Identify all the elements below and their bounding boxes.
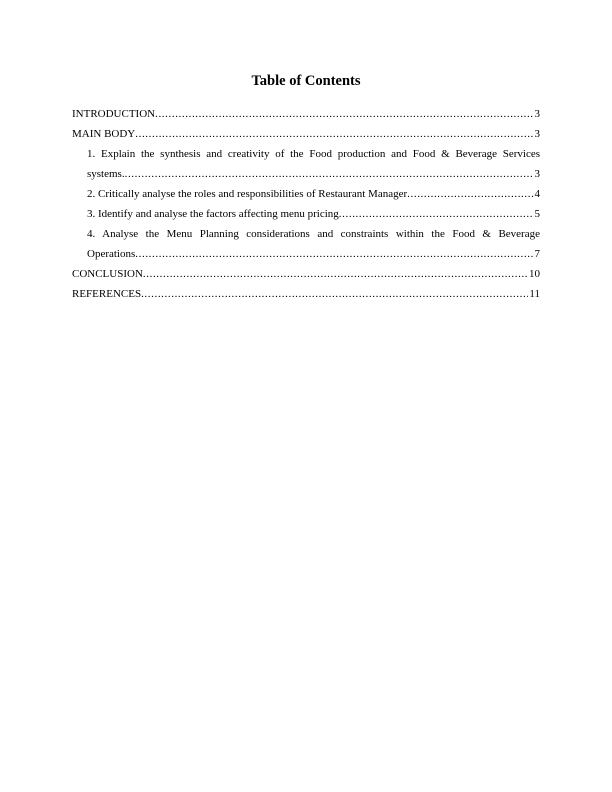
dot-leader [125,168,534,181]
toc-entry-q4[interactable] [72,241,540,261]
toc-entry-label: MAIN BODY [72,128,136,140]
dot-leader [155,108,533,121]
dot-leader [407,188,533,201]
toc-entry-references[interactable] [72,281,540,301]
toc-entry-label: 3. Identify and analyse the factors affecting menu pricing [87,208,339,220]
toc-page-number: 3 [534,168,540,180]
toc-entry-label: 2. Critically analyse the roles and responsibilities of Restaurant Manager [87,188,408,200]
toc-entry-q4-line1[interactable] [72,221,540,241]
toc-entry-q1[interactable] [72,161,540,181]
toc-title: Table of Contents [251,73,361,89]
dot-leader [141,288,528,301]
toc-entry-main-body[interactable] [72,121,540,141]
toc-entry-label: 4. Analyse the Menu Planning considerations and constraints within the Food & Beverage [87,228,540,240]
toc-entry-q2[interactable] [72,181,540,201]
toc-entry-label: CONCLUSION [72,268,143,280]
toc-entry-q3[interactable] [72,201,540,221]
dot-leader [135,128,533,141]
toc-entry-conclusion[interactable] [72,261,540,281]
toc-page-number: 11 [529,288,540,300]
toc-entry-introduction[interactable] [72,101,540,121]
toc-entry-label: Operations [87,248,136,260]
toc-entry-label: REFERENCES [72,288,142,300]
toc-entry-label: INTRODUCTION [72,108,156,120]
toc-page-number: 5 [534,208,540,220]
toc-page-number: 10 [529,268,540,280]
toc-entry-q1-line1[interactable] [72,141,540,161]
toc-entry-label: systems. [87,168,125,180]
toc-entry-label: 1. Explain the synthesis and creativity of the Food production and Food & Beverage Services [87,148,540,160]
toc-page-number: 3 [534,128,540,140]
table-of-contents [72,101,540,301]
dot-leader [143,268,528,281]
dot-leader [135,248,533,261]
dot-leader [339,208,534,221]
toc-page-number: 4 [534,188,540,200]
toc-page-number: 7 [534,248,540,260]
toc-page-number: 3 [534,108,540,120]
